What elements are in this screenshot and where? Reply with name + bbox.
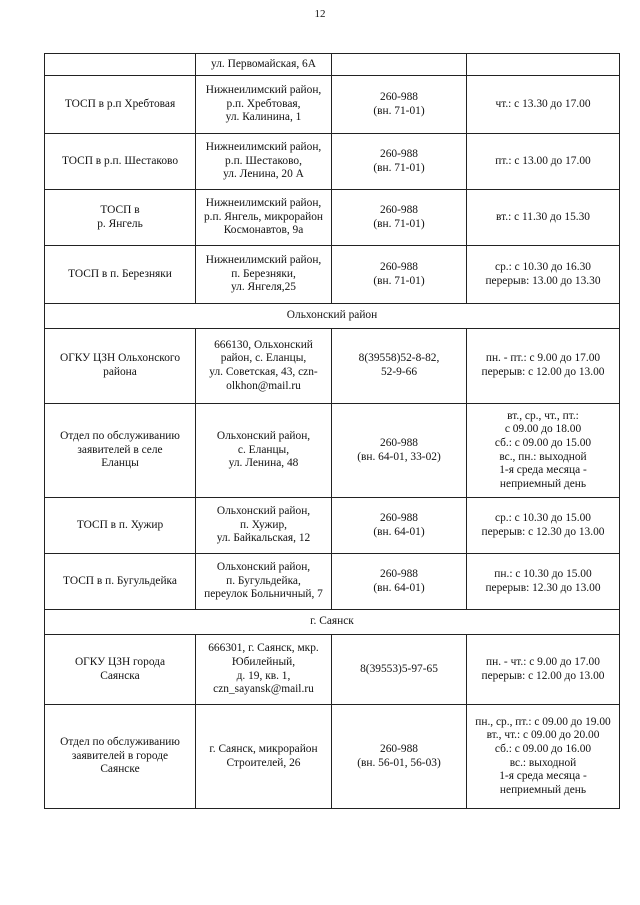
office-name-cell <box>45 554 196 610</box>
table-row <box>45 329 620 404</box>
phone-cell <box>332 246 467 304</box>
table-row <box>45 404 620 498</box>
address-cell <box>196 498 332 554</box>
cell-line: д. 19, кв. 1, <box>236 669 291 682</box>
cell-line: сб.: с 09.00 до 15.00 <box>494 436 592 449</box>
cell-line: ул. Советская, 43, czn- <box>209 366 318 378</box>
section-title: г. Саянск <box>45 610 620 635</box>
schedule-cell <box>467 404 620 498</box>
cell-line: Нижнеилимский район, <box>205 84 322 97</box>
section-title: Ольхонский район <box>45 304 620 329</box>
cell-line: перерыв: с 12.30 до 13.00 <box>481 525 605 538</box>
address-cell <box>196 404 332 498</box>
cell-line: (вн. 71-01) <box>373 274 425 287</box>
cell-line: Саянске <box>100 763 140 776</box>
table-row <box>45 190 620 246</box>
cell-line: 260-988 <box>380 203 418 216</box>
address-cell <box>196 190 332 246</box>
phone-cell <box>332 498 467 554</box>
office-name-cell <box>45 498 196 554</box>
page-number: 12 <box>314 8 326 20</box>
section-header-row <box>45 304 620 329</box>
cell-line: перерыв: с 12.00 до 13.00 <box>481 669 605 682</box>
office-name-cell <box>45 134 196 190</box>
office-name-cell <box>45 54 196 76</box>
cell-line: 260-988 <box>380 742 418 755</box>
office-name-cell <box>45 76 196 134</box>
table-row <box>45 498 620 554</box>
phone-cell <box>332 329 467 404</box>
cell-line: Отдел по обслуживанию <box>60 736 180 749</box>
office-name-cell <box>45 329 196 404</box>
cell-line: 260-988 <box>380 567 418 580</box>
cell-line: вт., чт.: с 09.00 до 20.00 <box>486 729 600 742</box>
schedule-cell <box>467 329 620 404</box>
phone-cell <box>332 554 467 610</box>
cell-line: п. Хужир, <box>239 518 288 531</box>
cell-line: (вн. 64-01) <box>373 581 425 594</box>
cell-line: Строителей, 26 <box>226 756 301 769</box>
cell-line: г. Саянск, микрорайон <box>209 742 318 755</box>
office-name-cell <box>45 635 196 705</box>
cell-line: Еланцы <box>101 457 139 470</box>
cell-line: Ольхонский район, <box>216 561 311 574</box>
phone-cell <box>332 190 467 246</box>
cell-line: р.п. Янгель, микрорайон <box>203 210 324 223</box>
cell-line: Нижнеилимский район, <box>205 141 322 154</box>
address-cell <box>196 134 332 190</box>
cell-line: Юбилейный, <box>231 655 296 668</box>
cell-line: перерыв: с 12.00 до 13.00 <box>481 366 605 378</box>
cell-line: р.п. Хребтовая, <box>226 97 301 110</box>
cell-line: czn_sayansk@mail.ru <box>213 683 314 696</box>
cell-line: вт., ср., чт., пт.: <box>507 409 579 422</box>
schedule-cell <box>467 134 620 190</box>
phone-cell <box>332 134 467 190</box>
cell-line: ул. Первомайская, 6А <box>211 57 316 70</box>
cell-line: Саянска <box>100 669 140 682</box>
cell-line: Нижнеилимский район, <box>205 254 322 267</box>
schedule-cell <box>467 190 620 246</box>
cell-line: 260-988 <box>380 436 418 449</box>
cell-line: заявителей в селе <box>77 443 163 456</box>
table-row <box>45 554 620 610</box>
cell-line: (вн. 71-01) <box>373 217 425 230</box>
cell-line: перерыв: 13.00 до 13.30 <box>485 274 601 287</box>
office-name-cell <box>45 190 196 246</box>
cell-line: чт.: с 13.30 до 17.00 <box>495 97 591 110</box>
offices-table-body <box>45 54 620 809</box>
table-row <box>45 134 620 190</box>
cell-line: 260-988 <box>380 511 418 524</box>
cell-line: 260-988 <box>380 90 418 103</box>
office-name-cell <box>45 404 196 498</box>
cell-line: ОГКУ ЦЗН Ольхонского <box>59 352 181 365</box>
address-cell <box>196 635 332 705</box>
cell-line: вс., пн.: выходной <box>499 450 587 463</box>
cell-line: 260-988 <box>380 147 418 160</box>
office-name-cell <box>45 705 196 809</box>
cell-line: Нижнеилимский район, <box>205 197 322 210</box>
office-name-cell <box>45 246 196 304</box>
table-row <box>45 705 620 809</box>
cell-line: п. Березняки, <box>231 267 296 280</box>
phone-cell <box>332 404 467 498</box>
cell-line: р.п. Шестаково, <box>225 154 302 167</box>
cell-line: ТОСП в р.п. Шестаково <box>61 154 179 167</box>
cell-line: ср.: с 10.30 до 16.30 <box>495 260 591 273</box>
cell-line: 666301, г. Саянск, мкр. <box>208 642 319 655</box>
cell-line: неприемный день <box>499 477 587 490</box>
table-row <box>45 635 620 705</box>
schedule-cell <box>467 76 620 134</box>
schedule-cell <box>467 246 620 304</box>
table-row <box>45 76 620 134</box>
section-header-row <box>45 610 620 635</box>
table-row <box>45 246 620 304</box>
cell-line: Ольхонский район, <box>216 430 311 443</box>
cell-line: 260-988 <box>380 260 418 273</box>
cell-line: (вн. 71-01) <box>373 161 425 174</box>
cell-line: (вн. 71-01) <box>373 104 425 117</box>
address-cell <box>196 76 332 134</box>
cell-line: ул. Байкальская, 12 <box>216 532 311 545</box>
cell-line: вс.: выходной <box>509 756 577 769</box>
cell-line: ТОСП в <box>100 203 140 216</box>
cell-line: Ольхонский район, <box>216 505 311 518</box>
cell-line: с. Еланцы, <box>237 443 290 456</box>
cell-line: р. Янгель <box>97 217 143 230</box>
cell-line: пт.: с 13.00 до 17.00 <box>495 154 591 167</box>
cell-line: (вн. 64-01, 33-02) <box>357 450 441 463</box>
cell-line: 8(39553)5-97-65 <box>360 662 438 675</box>
cell-line: сб.: с 09.00 до 16.00 <box>494 742 592 755</box>
cell-line: ТОСП в р.п Хребтовая <box>64 97 176 110</box>
cell-line: ул. Ленина, 48 <box>228 457 299 470</box>
phone-cell <box>332 705 467 809</box>
cell-line: Космонавтов, 9а <box>223 224 304 237</box>
cell-line: (вн. 64-01) <box>373 525 425 538</box>
offices-table <box>44 53 620 809</box>
cell-line: 8(39558)52-8-82, <box>358 352 440 365</box>
schedule-cell <box>467 705 620 809</box>
cell-line: 1-я среда месяца - <box>499 770 587 783</box>
cell-line: ТОСП в п. Хужир <box>76 518 164 531</box>
cell-line: пн. - чт.: с 9.00 до 17.00 <box>486 655 600 668</box>
schedule-cell <box>467 635 620 705</box>
cell-line: ТОСП в п. Бугульдейка <box>63 574 177 587</box>
cell-line: 52-9-66 <box>380 366 418 378</box>
cell-line: п. Бугульдейка, <box>226 574 301 587</box>
cell-line: пн. - пт.: с 9.00 до 17.00 <box>485 352 601 365</box>
cell-line: района <box>103 366 137 378</box>
cell-line: Отдел по обслуживанию <box>60 430 180 443</box>
cell-line: (вн. 56-01, 56-03) <box>357 756 441 769</box>
phone-cell <box>332 635 467 705</box>
schedule-cell <box>467 54 620 76</box>
phone-cell <box>332 76 467 134</box>
address-cell <box>196 329 332 404</box>
cell-line: ул. Янгеля,25 <box>230 281 296 294</box>
cell-line: пн.: с 10.30 до 15.00 <box>494 567 592 580</box>
cell-line: 666130, Ольхонский <box>214 338 313 351</box>
cell-line: ул. Калинина, 1 <box>225 111 302 124</box>
cell-line: перерыв: 12.30 до 13.00 <box>485 581 601 594</box>
address-cell <box>196 246 332 304</box>
cell-line: olkhon@mail.ru <box>226 379 301 392</box>
address-cell <box>196 54 332 76</box>
cell-line: вт.: с 11.30 до 15.30 <box>496 210 590 223</box>
cell-line: 1-я среда месяца - <box>499 464 587 477</box>
schedule-cell <box>467 554 620 610</box>
schedule-cell <box>467 498 620 554</box>
cell-line: пн., ср., пт.: с 09.00 до 19.00 <box>475 715 611 728</box>
cell-line: район, с. Еланцы, <box>220 352 307 365</box>
cell-line: заявителей в городе <box>71 749 169 762</box>
phone-cell <box>332 54 467 76</box>
cell-line: с 09.00 до 18.00 <box>504 423 582 436</box>
address-cell <box>196 554 332 610</box>
cell-line: ОГКУ ЦЗН города <box>74 655 166 668</box>
cell-line: ТОСП в п. Березняки <box>68 267 172 280</box>
cell-line: ср.: с 10.30 до 15.00 <box>495 511 591 524</box>
address-cell <box>196 705 332 809</box>
table-row <box>45 54 620 76</box>
cell-line: неприемный день <box>499 783 587 796</box>
cell-line: переулок Больничный, 7 <box>204 588 323 601</box>
cell-line: ул. Ленина, 20 А <box>223 168 304 181</box>
